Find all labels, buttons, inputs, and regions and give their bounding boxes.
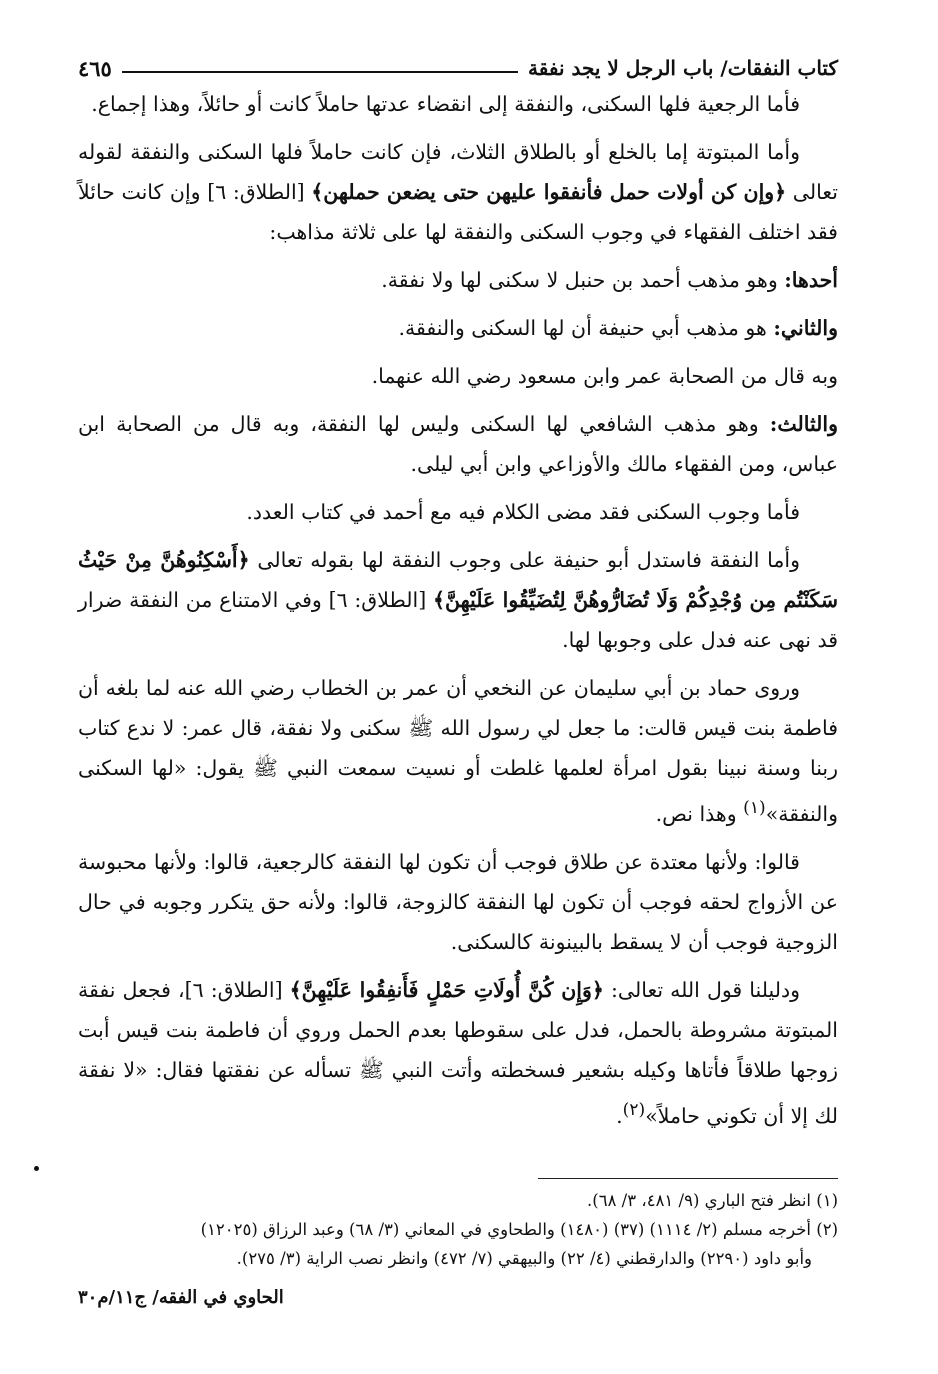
paragraph-hadith-umar: وروى حماد بن أبي سليمان عن النخعي أن عمر بن الخطاب رضي الله عنه لما بلغه أن فاطمة بنت قيس قالت: ما جعل لي رسول الله ﷺ سكنى ولا نفقة، قال عمر: لا ندع كتاب ربنا وسنة نبينا بقول امرأة لعلمها غلطت أو نسيت سمعت النبي ﷺ يقول: «لها السكنى والنفقة»$^{(١)}$ وهذا نص.	[78, 676, 838, 826]
running-header	[78, 52, 838, 84]
footnote-rule	[538, 1178, 838, 1179]
main-text	[78, 84, 838, 1136]
page-footer	[78, 1287, 838, 1308]
paragraph-nafaqa: وأما النفقة فاستدل أبو حنيفة على وجوب النفقة لها بقوله تعالى ﴿أَسْكِنُوهُنَّ مِنْ حَيْثُ سَكَنْتُم مِن وُجْدِكُمْ وَلَا تُضَارُّوهُنَّ لِتُضَيِّقُوا عَلَيْهِنَّ﴾ [الطلاق: ٦] وفي الامتناع من النفقة ضرار قد نهى عنه فدل على وجوبها لها.	[78, 548, 838, 652]
item-label: والثالث:	[769, 412, 838, 436]
chapter-title: كتاب النفقات/ باب الرجل لا يجد نفقة	[528, 56, 838, 80]
madhhab-third: والثالث: وهو مذهب الشافعي لها السكنى وليس لها النفقة، وبه قال من الصحابة ابن عباس، ومن الفقهاء مالك والأوزاعي وابن أبي ليلى.	[78, 412, 838, 476]
madhhab-first: أحدها: وهو مذهب أحمد بن حنبل لا سكنى لها ولا نفقة.	[381, 268, 838, 292]
footer-signature: الحاوي في الفقه/ ج١١/م٣٠	[78, 1287, 284, 1308]
footnotes	[78, 1186, 838, 1273]
paragraph-mabtuta: وأما المبتوتة إما بالخلع أو بالطلاق الثلاث، فإن كانت حاملاً فلها السكنى والنفقة لقوله تعالى ﴿وإن كن أولات حمل فأنفقوا عليهن حتى يضعن حملهن﴾ [الطلاق: ٦] وإن كانت حائلاً فقد اختلف الفقهاء في وجوب السكنى والنفقة لها على ثلاثة مذاهب:	[78, 140, 838, 244]
item-label: والثاني:	[773, 316, 838, 340]
quran-verse: ﴿أَسْكِنُوهُنَّ مِنْ حَيْثُ سَكَنْتُم مِن وُجْدِكُمْ وَلَا تُضَارُّوهُنَّ لِتُضَيِّقُوا عَلَيْهِنَّ﴾	[78, 548, 838, 612]
paragraph-qalu: قالوا: ولأنها معتدة عن طلاق فوجب أن تكون لها النفقة كالرجعية، قالوا: ولأنها محبوسة عن الأزواج لحقه فوجب أن تكون لها النفقة كالزوجة، قالوا: ولأنه حق يتكرر وجوبه في حال الزوجية فوجب أن لا يسقط بالبينونة كالسكنى.	[78, 849, 838, 954]
footnote-2: (٢) أخرجه مسلم (٢/ ١١١٤) (٣٧) (١٤٨٠) والطحاوي في المعاني (٣/ ٦٨) وعبد الرزاق (١٢٠٢٥)	[200, 1220, 838, 1239]
madhhab-second: والثاني: هو مذهب أبي حنيفة أن لها السكنى والنفقة.	[398, 316, 838, 340]
footnote-ref: (٢)	[622, 1099, 646, 1120]
footnote-ref: (١)	[743, 798, 766, 818]
paragraph-dalil: ودليلنا قول الله تعالى: ﴿وَإِن كُنَّ أُولَاتِ حَمْلٍ فَأَنفِقُوا عَلَيْهِنَّ﴾ [الطلاق: ٦]، فجعل نفقة المبتوتة مشروطة بالحمل، فدل على سقوطها بعدم الحمل وروي أن فاطمة بنت قيس أبت زوجها طلاقاً فأتاها وكيله بشعير فسخطته وأتت النبي ﷺ تسأله عن نفقتها فقال: «لا نفقة لك إلا أن تكوني حاملاً»$^{(٢)}$.	[78, 977, 838, 1128]
footnote-2-continued: وأبو داود (٢٢٩٠) والدارقطني (٤/ ٢٢) والبيهقي (٧/ ٤٧٢) وانظر نصب الراية (٣/ ٢٧٥).	[236, 1249, 812, 1268]
quran-verse: ﴿وَإِن كُنَّ أُولَاتِ حَمْلٍ فَأَنفِقُوا عَلَيْهِنَّ﴾	[289, 977, 604, 1002]
footnote-1: (١) انظر فتح الباري (٩/ ٤٨١، ٣/ ٦٨).	[587, 1191, 838, 1210]
paragraph-sukna: فأما وجوب السكنى فقد مضى الكلام فيه مع أحمد في كتاب العدد.	[246, 500, 800, 524]
paragraph-rajiyya: فأما الرجعية فلها السكنى، والنفقة إلى انقضاء عدتها حاملاً كانت أو حائلاً، وهذا إجماع.	[91, 92, 800, 116]
page-content	[78, 52, 838, 1144]
header-rule	[122, 71, 518, 73]
margin-dot	[34, 1166, 39, 1171]
quran-verse: ﴿وإن كن أولات حمل فأنفقوا عليهن حتى يضعن حملهن﴾	[311, 180, 787, 204]
madhhab-second-note: وبه قال من الصحابة عمر وابن مسعود رضي الله عنهما.	[371, 364, 838, 388]
item-label: أحدها:	[784, 268, 838, 292]
page-number: ٤٦٥	[78, 55, 112, 81]
